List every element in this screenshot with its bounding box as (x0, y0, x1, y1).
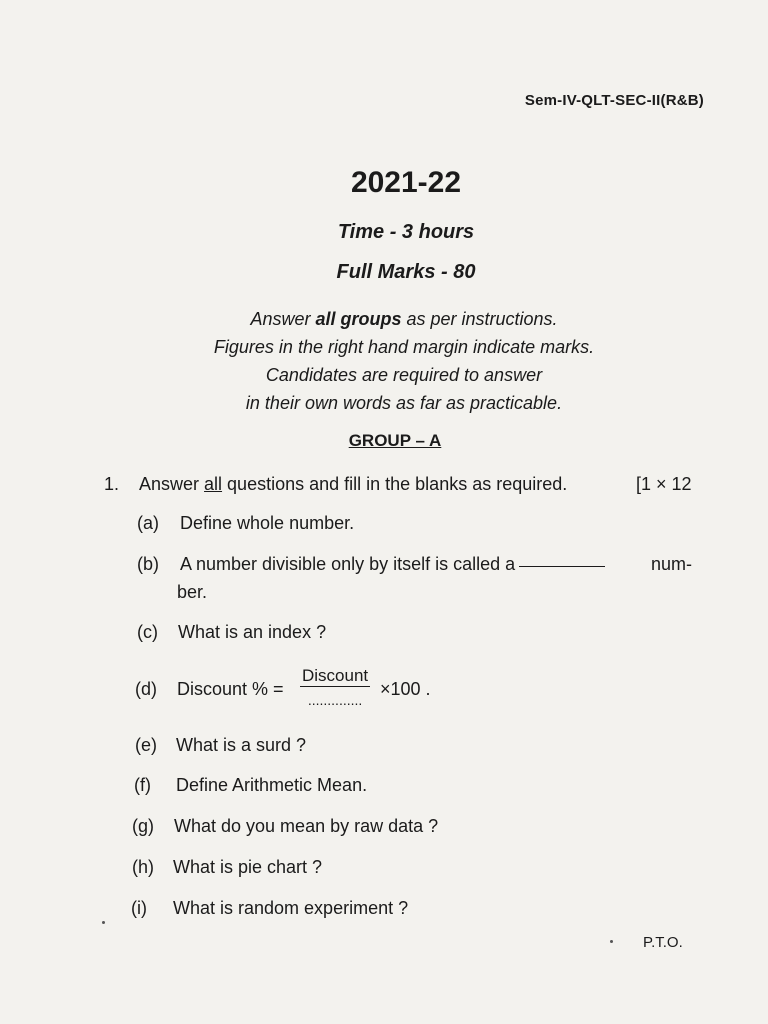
item-text: What is pie chart ? (173, 857, 323, 877)
item-text: What is an index ? (178, 622, 327, 642)
fraction-numerator: Discount (302, 666, 369, 685)
item-text: What is random experiment ? (173, 898, 409, 918)
item-label: (i) (131, 898, 147, 918)
full-marks: Full Marks - 80 (336, 261, 476, 283)
group-heading: GROUP – A (348, 431, 442, 450)
item-text: A number divisible only by itself is called a (180, 554, 609, 575)
exam-year: 2021-22 (350, 166, 462, 199)
item-text: Define Arithmetic Mean. (176, 775, 368, 795)
exam-time: Time - 3 hours (337, 221, 475, 243)
instruction-line-3: Candidates are required to answer (265, 365, 543, 385)
item-text-suffix: num- (651, 554, 693, 574)
item-label: (h) (132, 857, 154, 877)
instruction-line-1: Answer all groups as per instructions. (250, 309, 558, 329)
item-text: What is a surd ? (176, 735, 307, 755)
paper-code: Sem-IV-QLT-SEC-II(R&B) (524, 92, 704, 109)
instruction-line-4: in their own words as far as practicable. (245, 393, 563, 413)
fill-blank (519, 566, 605, 567)
item-label: (f) (134, 775, 151, 795)
fraction (300, 666, 370, 707)
item-label: (c) (137, 622, 158, 642)
item-text: Discount % = (177, 679, 284, 699)
stray-mark (102, 921, 105, 924)
item-label: (g) (132, 816, 154, 836)
item-label: (a) (137, 513, 159, 533)
item-text-continuation: ber. (177, 582, 208, 602)
item-label: (e) (135, 735, 157, 755)
question-text: Answer all questions and fill in the blanks as required. (139, 474, 568, 494)
question-number: 1. (104, 474, 120, 494)
item-text: What do you mean by raw data ? (174, 816, 439, 836)
instructions (0, 305, 768, 417)
pto-note: P.T.O. (643, 934, 683, 951)
fraction-multiplier: ×100 . (380, 679, 431, 699)
stray-mark (610, 940, 613, 943)
question-marks: [1 × 12 (636, 474, 692, 494)
item-text: Define whole number. (180, 513, 355, 533)
item-label: (b) (137, 554, 159, 574)
item-label: (d) (135, 679, 157, 699)
instruction-line-2: Figures in the right hand margin indicate marks. (213, 337, 595, 357)
fraction-denominator: .............. (307, 692, 363, 708)
